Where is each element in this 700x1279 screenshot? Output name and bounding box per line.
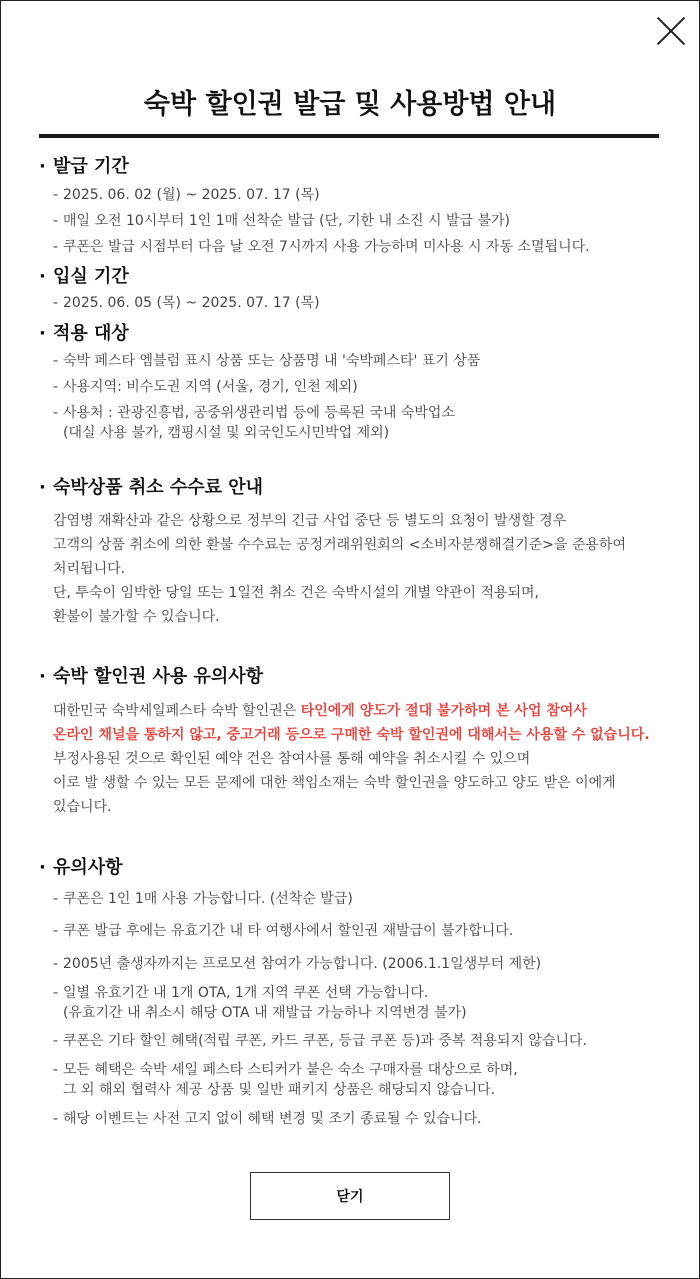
modal-title: 숙박 할인권 발급 및 사용방법 안내 bbox=[143, 89, 557, 120]
title-divider bbox=[39, 134, 659, 138]
close-button[interactable]: 닫기 bbox=[250, 1172, 450, 1220]
list-item: - 2025. 06. 05 (목) ~ 2025. 07. 17 (목) bbox=[53, 295, 320, 311]
bullet-icon: · bbox=[39, 666, 46, 687]
section-heading-notes: · 유의사항 bbox=[39, 857, 123, 878]
list-item: - 2025. 06. 02 (월) ~ 2025. 07. 17 (목) bbox=[53, 187, 320, 203]
warning-text: 온라인 채널을 통하지 않고, 중고거래 등으로 구매한 숙박 할인권에 대해서는 사용할 수 없습니다. bbox=[53, 727, 650, 743]
section-heading-checkin-period: · 입실 기간 bbox=[39, 266, 129, 287]
bullet-icon: · bbox=[39, 477, 46, 498]
section-heading-cancel-fee: · 숙박상품 취소 수수료 안내 bbox=[39, 477, 264, 498]
section-heading-issue-period: · 발급 기간 bbox=[39, 156, 129, 177]
list-item: - 해당 이벤트는 사전 고지 없이 혜택 변경 및 조기 종료될 수 있습니다. bbox=[53, 1111, 482, 1127]
list-item: - 사용처 : 관광진흥법, 공중위생관리법 등에 등록된 국내 숙박업소 (대실 사용 불가, 캠핑시설 및 외국인도시민박업 제외) bbox=[53, 405, 455, 441]
bullet-icon: · bbox=[39, 156, 46, 177]
list-item: - 쿠폰은 발급 시점부터 다음 날 오전 7시까지 사용 가능하며 미사용 시 자동 소멸됩니다. bbox=[53, 239, 590, 255]
list-item: - 사용지역: 비수도권 지역 (서울, 경기, 인천 제외) bbox=[53, 379, 358, 395]
list-item: - 쿠폰 발급 후에는 유효기간 내 타 여행사에서 할인권 재발급이 불가합니다. bbox=[53, 923, 514, 939]
bullet-icon: · bbox=[39, 857, 46, 878]
list-item: - 2005년 출생자까지는 프로모션 참여가 가능합니다. (2006.1.1일생부터 제한) bbox=[53, 956, 542, 972]
list-item: - 일별 유효기간 내 1개 OTA, 1개 지역 쿠폰 선택 가능합니다. (유효기간 내 취소시 해당 OTA 내 재발급 가능하나 지역변경 불가) bbox=[53, 985, 467, 1021]
caution-text: 대한민국 숙박세일페스타 숙박 할인권은 타인에게 양도가 절대 불가하며 본 사업 참여사 온라인 채널을 통하지 않고, 중고거래 등으로 구매한 숙박 할인권에 대해서는 사용할 수 없습니다. 부정사용된 것으로 확인된 예약 건은 참여사를 통해 예약을 취소시킬 수 있으며 이로 발 생할 수 있는 모든 문제에 대한 책임소재는 숙박 할인권을 양도하고 양도 받은 이에게 있습니다. bbox=[53, 703, 650, 815]
list-item: - 모든 혜택은 숙박 세일 페스타 스티커가 붙은 숙소 구매자를 대상으로 하며, 그 외 해외 협력사 제공 상품 및 일반 패키지 상품은 해당되지 않습니다. bbox=[53, 1062, 518, 1098]
cancel-fee-text: 감염병 재확산과 같은 상황으로 정부의 긴급 사업 중단 등 별도의 요청이 발생할 경우 고객의 상품 취소에 의한 환불 수수료는 공정거래위원회의 <소비자분쟁해결기준>을 준용하여 처리됩니다. 단, 투숙이 임박한 당일 또는 1일전 취소 건은 숙박시설의 개별 약관이 적용되며, 환불이 불가할 수 있습니다. bbox=[53, 513, 626, 625]
section-heading-target: · 적용 대상 bbox=[39, 323, 129, 344]
section-heading-caution: · 숙박 할인권 사용 유의사항 bbox=[39, 666, 264, 687]
bullet-icon: · bbox=[39, 323, 46, 344]
list-item: - 숙박 페스타 엠블럼 표시 상품 또는 상품명 내 '숙박페스타' 표기 상품 bbox=[53, 353, 481, 369]
warning-text: 타인에게 양도가 절대 불가하며 본 사업 참여사 bbox=[300, 703, 587, 719]
close-icon[interactable] bbox=[656, 16, 686, 46]
list-item: - 쿠폰은 기타 할인 혜택(적립 쿠폰, 카드 쿠폰, 등급 쿠폰 등)과 중복 적용되지 않습니다. bbox=[53, 1033, 587, 1049]
bullet-icon: · bbox=[39, 266, 46, 287]
list-item: - 매일 오전 10시부터 1인 1매 선착순 발급 (단, 기한 내 소진 시 발급 불가) bbox=[53, 213, 510, 229]
list-item: - 쿠폰은 1인 1매 사용 가능합니다. (선착순 발급) bbox=[53, 891, 353, 907]
